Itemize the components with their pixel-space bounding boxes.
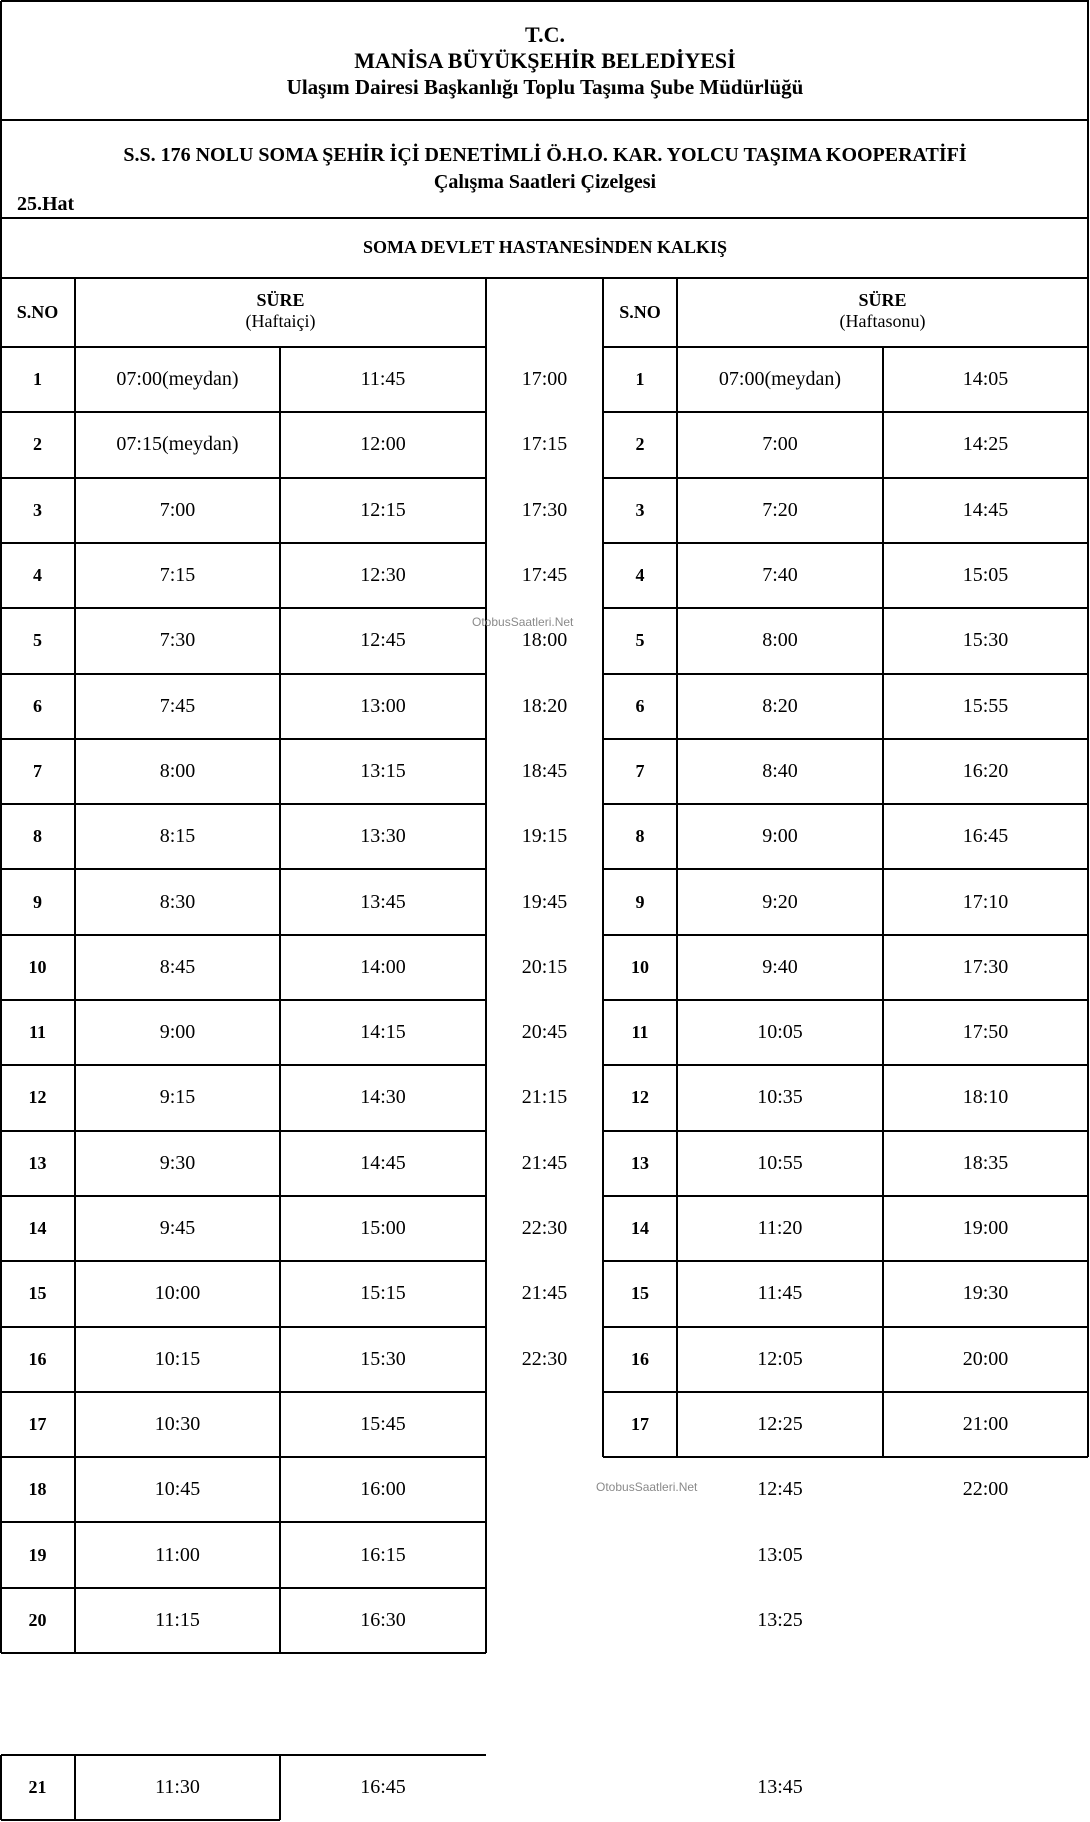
weekday-sure-title: SÜRE [256,290,305,310]
weekend-sure-header [677,290,1088,332]
weekday-row-number: 15 [28,1283,47,1304]
weekend-row-number: 4 [635,565,645,586]
weekend-row-number: 7 [635,760,645,781]
weekday-time-cell: 9:45 [159,1217,196,1240]
weekday-row-number: 9 [33,891,42,912]
weekday-time-cell: 10:15 [154,1347,201,1370]
weekend-time-cell: 16:20 [962,759,1009,782]
weekday-time-cell: 9:30 [159,1151,196,1174]
weekend-row-number: 6 [635,695,645,716]
weekday-time-cell: 13:15 [360,759,406,782]
weekend-row-number: 17 [631,1413,649,1434]
weekday-time-cell: 07:00(meydan) [116,368,239,391]
weekend-time-cell: 12:45 [757,1478,803,1501]
weekend-time-cell [883,1522,1088,1587]
weekday-time-cell: 15:15 [360,1282,406,1305]
weekend-row-number: 9 [635,891,645,912]
weekend-time-cell: 11:20 [757,1217,803,1240]
weekend-time-cell: 20:00 [962,1347,1009,1370]
weekend-time-cell: 17:10 [962,890,1009,913]
weekday-time-cell [486,1588,603,1653]
weekday-time-cell: 22:30 [521,1217,568,1240]
weekend-time-cell: 15:55 [962,694,1009,717]
weekend-time-cell: 19:30 [962,1282,1009,1305]
weekday-time-cell: 16:00 [360,1478,406,1501]
weekend-time-cell: 14:25 [962,433,1009,456]
weekday-time-cell [486,1522,603,1587]
weekday-time-cell: 13:00 [360,694,406,717]
weekend-time-cell: 8:20 [762,694,798,717]
weekend-time-cell: 9:00 [762,825,798,848]
frame-right [1087,1,1089,278]
weekend-row-number: 15 [631,1283,649,1304]
weekday-row-number: 3 [33,499,42,520]
weekday-time-cell: 16:45 [360,1776,406,1799]
weekend-row-number [603,1588,677,1653]
weekend-row-number: 5 [635,630,645,651]
header-line-department: Ulaşım Dairesi Başkanlığı Toplu Taşıma Şube Müdürlüğü [286,75,804,99]
weekday-row-number: 5 [33,630,42,651]
weekday-time-cell: 13:30 [360,825,406,848]
weekend-row-number [603,1755,677,1820]
weekend-time-cell: 18:35 [962,1151,1009,1174]
weekend-time-cell: 16:45 [962,825,1009,848]
weekday-time-cell: 16:30 [360,1608,406,1631]
weekend-sure-subtitle: (Haftasonu) [839,311,926,331]
weekend-row-number: 13 [631,1152,649,1173]
weekday-time-cell: 10:00 [154,1282,201,1305]
weekday-sno-header: S.NO [16,302,59,322]
weekday-time-cell: 11:30 [155,1776,200,1799]
weekend-sno-header: S.NO [619,302,661,322]
weekend-sure-title: SÜRE [858,290,907,310]
weekend-time-cell: 18:10 [962,1086,1009,1109]
weekend-time-cell: 11:45 [757,1282,803,1305]
line-code: 25.Hat [17,193,75,215]
weekday-time-cell: 18:00 [521,629,568,652]
weekend-time-cell: 13:45 [757,1776,803,1799]
weekday-time-cell [486,1392,603,1457]
weekday-row-number: 17 [28,1413,47,1434]
weekday-time-cell: 11:15 [155,1608,200,1631]
departure-title: SOMA DEVLET HASTANESİNDEN KALKIŞ [363,237,727,257]
weekend-time-cell: 15:30 [962,629,1009,652]
weekday-time-cell: 17:30 [521,498,568,521]
weekday-time-cell: 21:45 [521,1282,568,1305]
weekday-time-cell: 19:45 [521,890,568,913]
weekend-time-cell: 8:40 [762,759,798,782]
weekend-row-number: 2 [635,434,645,455]
schedule-subtitle: Çalışma Saatleri Çizelgesi [433,171,657,193]
weekday-time-cell [486,1457,603,1522]
weekend-time-cell: 9:20 [762,890,798,913]
weekend-time-cell: 12:05 [757,1347,803,1370]
weekday-time-cell: 16:15 [360,1543,406,1566]
weekday-time-cell: 8:30 [159,890,196,913]
weekend-row-number: 3 [635,499,645,520]
weekday-time-cell: 22:30 [521,1347,568,1370]
weekend-row-number: 14 [631,1218,649,1239]
weekday-row-number: 11 [28,1022,46,1043]
weekday-time-cell: 14:30 [360,1086,406,1109]
weekday-time-cell: 18:45 [521,759,568,782]
weekday-row-number: 18 [28,1479,47,1500]
weekend-time-cell: 13:25 [757,1608,803,1631]
weekday-row-number: 21 [28,1777,47,1798]
weekday-time-cell: 9:15 [159,1086,196,1109]
weekday-time-cell: 7:45 [159,694,196,717]
weekday-sure-subtitle: (Haftaiçi) [245,311,316,331]
weekend-row-number: 12 [631,1087,649,1108]
weekend-time-cell: 17:50 [962,1021,1009,1044]
weekday-time-cell: 8:00 [159,759,196,782]
weekend-row-number [603,1522,677,1587]
weekday-row-number: 13 [28,1152,47,1173]
weekend-time-cell: 12:25 [757,1412,803,1435]
header-divider [1,119,1089,121]
weekday-time-cell: 17:45 [521,564,568,587]
weekend-row-number: 10 [631,956,649,977]
weekday-time-cell: 12:15 [360,498,406,521]
weekday-sure-header [75,290,486,332]
weekday-time-cell: 8:15 [159,825,196,848]
weekend-time-cell: 21:00 [962,1412,1009,1435]
weekday-time-cell: 8:45 [159,955,196,978]
weekend-time-cell: 15:05 [962,564,1009,587]
weekday-row-number: 20 [28,1609,47,1630]
weekday-row-number: 1 [33,369,42,390]
weekend-row-number: 16 [631,1348,649,1369]
weekend-row-number: 11 [631,1022,649,1043]
weekend-time-cell: 7:20 [762,498,798,521]
weekday-time-cell: 12:30 [360,564,406,587]
weekend-time-cell: 9:40 [762,955,798,978]
weekend-time-cell: 14:45 [962,498,1009,521]
weekday-time-cell: 21:15 [521,1086,568,1109]
weekday-time-cell: 19:15 [521,825,568,848]
weekday-time-cell: 11:00 [155,1543,200,1566]
title-divider [1,277,1089,279]
weekday-row-number: 14 [28,1218,47,1239]
weekend-time-cell: 22:00 [962,1478,1009,1501]
weekday-row-number: 16 [28,1348,47,1369]
weekday-time-cell: 17:15 [521,433,568,456]
frame-left [0,1,2,278]
weekday-time-cell: 12:00 [360,433,406,456]
weekday-time-cell: 17:00 [521,368,568,391]
cooperative-divider [1,217,1089,219]
weekend-row-number: 8 [635,826,645,847]
weekday-time-cell: 18:20 [521,694,568,717]
weekday-time-cell: 15:00 [360,1217,406,1240]
weekend-time-cell: 07:00(meydan) [718,368,842,391]
weekday-time-cell: 15:45 [360,1412,406,1435]
weekday-time-cell: 14:00 [360,955,406,978]
weekend-time-cell: 19:00 [962,1217,1009,1240]
weekday-time-cell: 13:45 [360,890,406,913]
weekday-time-cell: 14:15 [360,1021,406,1044]
weekday-time-cell: 11:45 [360,368,406,391]
weekday-time-cell: 15:30 [360,1347,406,1370]
header-line-tc: T.C. [525,22,565,47]
watermark-2: OtobusSaatleri.Net [596,1480,698,1494]
weekday-row-number: 19 [28,1544,47,1565]
weekday-row-number: 6 [33,695,42,716]
weekday-time-cell: 14:45 [360,1151,406,1174]
weekday-row-number: 2 [33,434,42,455]
weekend-time-cell: 10:55 [757,1151,803,1174]
weekday-time-cell: 20:15 [521,955,568,978]
weekend-row-number: 1 [635,369,645,390]
weekend-time-cell: 7:40 [762,564,798,587]
weekend-time-cell: 7:00 [762,433,798,456]
weekday-time-cell: 07:15(meydan) [116,433,239,456]
weekday-time-cell: 10:45 [154,1478,201,1501]
weekday-time-cell: 7:30 [159,629,196,652]
weekend-time-cell [883,1755,1088,1820]
weekday-time-cell: 7:15 [159,564,196,587]
weekend-time-cell: 8:00 [762,629,798,652]
weekend-time-cell: 14:05 [962,368,1009,391]
weekday-row-number: 8 [33,826,42,847]
weekday-row-number: 12 [28,1087,47,1108]
header-line-municipality: MANİSA BÜYÜKŞEHİR BELEDİYESİ [354,48,736,73]
weekday-row-number: 10 [28,956,47,977]
weekend-time-cell: 10:05 [757,1021,803,1044]
weekday-row-number: 7 [33,760,42,781]
weekday-time-cell: 21:45 [521,1151,568,1174]
cooperative-name: S.S. 176 NOLU SOMA ŞEHİR İÇİ DENETİMLİ Ö.H.O. KAR. YOLCU TAŞIMA KOOPERATİFİ [123,144,967,166]
weekend-time-cell: 17:30 [962,955,1009,978]
weekend-time-cell [883,1588,1088,1653]
weekday-time-cell: 12:45 [360,629,406,652]
frame-top [1,0,1089,2]
weekday-time-cell [486,1755,603,1820]
weekday-row-number: 4 [33,565,42,586]
weekend-time-cell: 10:35 [757,1086,803,1109]
weekday-time-cell: 9:00 [159,1021,196,1044]
weekday-time-cell: 7:00 [159,498,196,521]
weekend-time-cell: 13:05 [757,1543,803,1566]
weekday-time-cell: 10:30 [154,1412,201,1435]
watermark-1: OtobusSaatleri.Net [472,615,574,629]
weekday-time-cell: 20:45 [521,1021,568,1044]
